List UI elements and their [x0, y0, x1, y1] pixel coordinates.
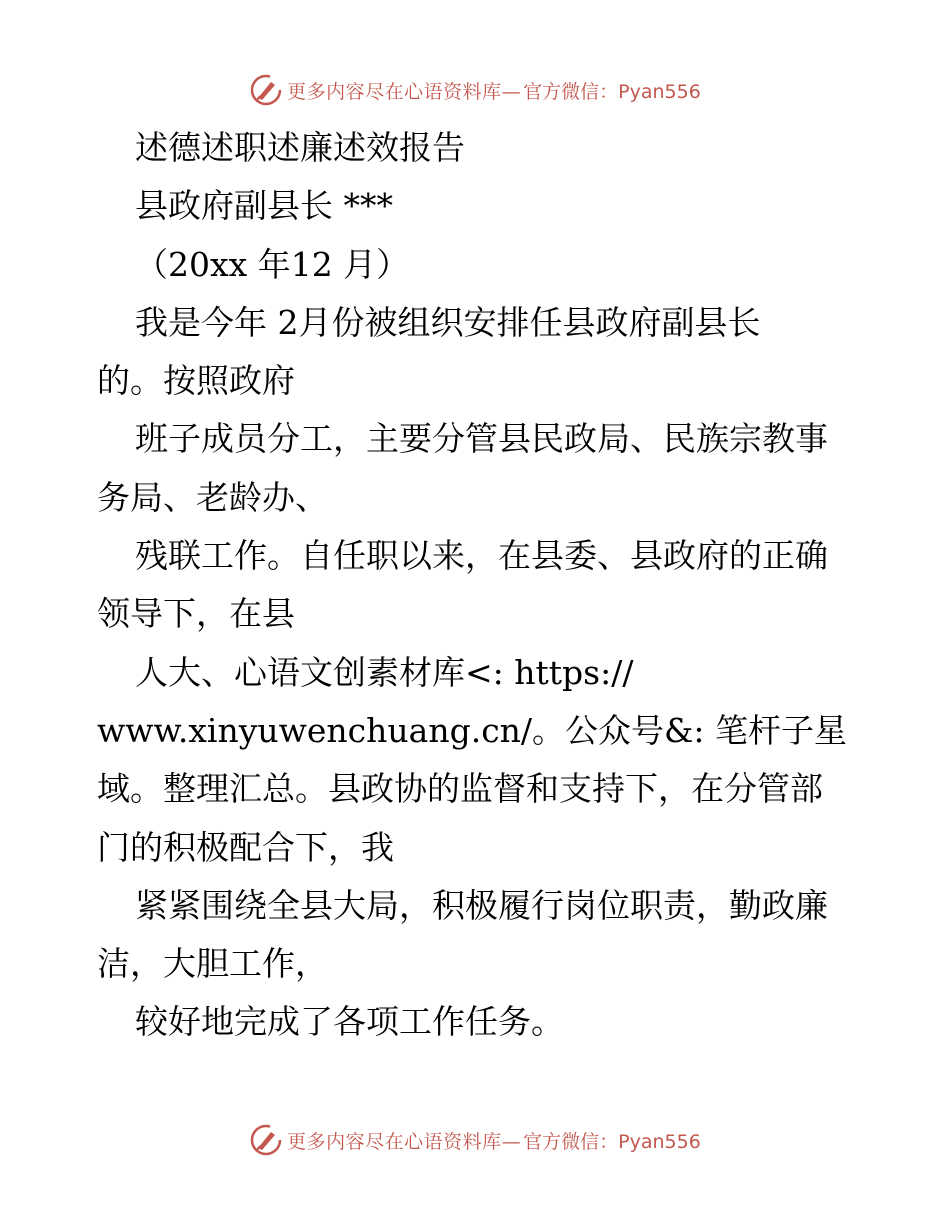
bottom-watermark-banner: [0, 1120, 950, 1160]
body-line: 洁，大胆工作，: [97, 944, 328, 984]
body-line: 领导下，在县: [97, 594, 295, 634]
quill-pen-logo-icon: [249, 73, 283, 107]
document-title: 述德述职述廉述效报告: [135, 128, 465, 167]
body-line: 班子成员分工，主要分管县民政局、民族宗教事: [135, 419, 828, 459]
body-line: 较好地完成了各项工作任务。: [135, 1002, 564, 1042]
body-line: 务局、老龄办、: [97, 477, 328, 517]
body-line: 我是今年 2月份被组织安排任县政府副县长: [135, 302, 761, 342]
body-line: 门的积极配合下，我: [97, 827, 394, 867]
watermark-site-text: 更多内容尽在心语资料库—: [287, 80, 522, 103]
body-line: 残联工作。自任职以来，在县委、县政府的正确: [135, 536, 828, 576]
body-line: 紧紧围绕全县大局，积极履行岗位职责，勤政廉: [135, 885, 828, 925]
watermark-site-text: 更多内容尽在心语资料库—: [287, 1130, 522, 1153]
quill-pen-logo-icon: [249, 1123, 283, 1157]
top-watermark-banner: [0, 70, 950, 110]
body-line: www.xinyuwenchuang.cn/。公众号&: 笔杆子星: [97, 710, 848, 750]
body-line: 域。整理汇总。县政协的监督和支持下，在分管部: [97, 769, 823, 809]
watermark-wechat-text: 官方微信：Pyan556: [523, 1130, 701, 1153]
body-line: 人大、心语文创素材库<: https://: [135, 652, 634, 692]
document-author: 县政府副县长 ***: [135, 186, 393, 226]
document-date: （20xx 年12 月）: [135, 244, 410, 284]
body-line: 的。按照政府: [97, 361, 295, 401]
document-body: [97, 126, 857, 1059]
watermark-wechat-text: 官方微信：Pyan556: [523, 80, 701, 103]
